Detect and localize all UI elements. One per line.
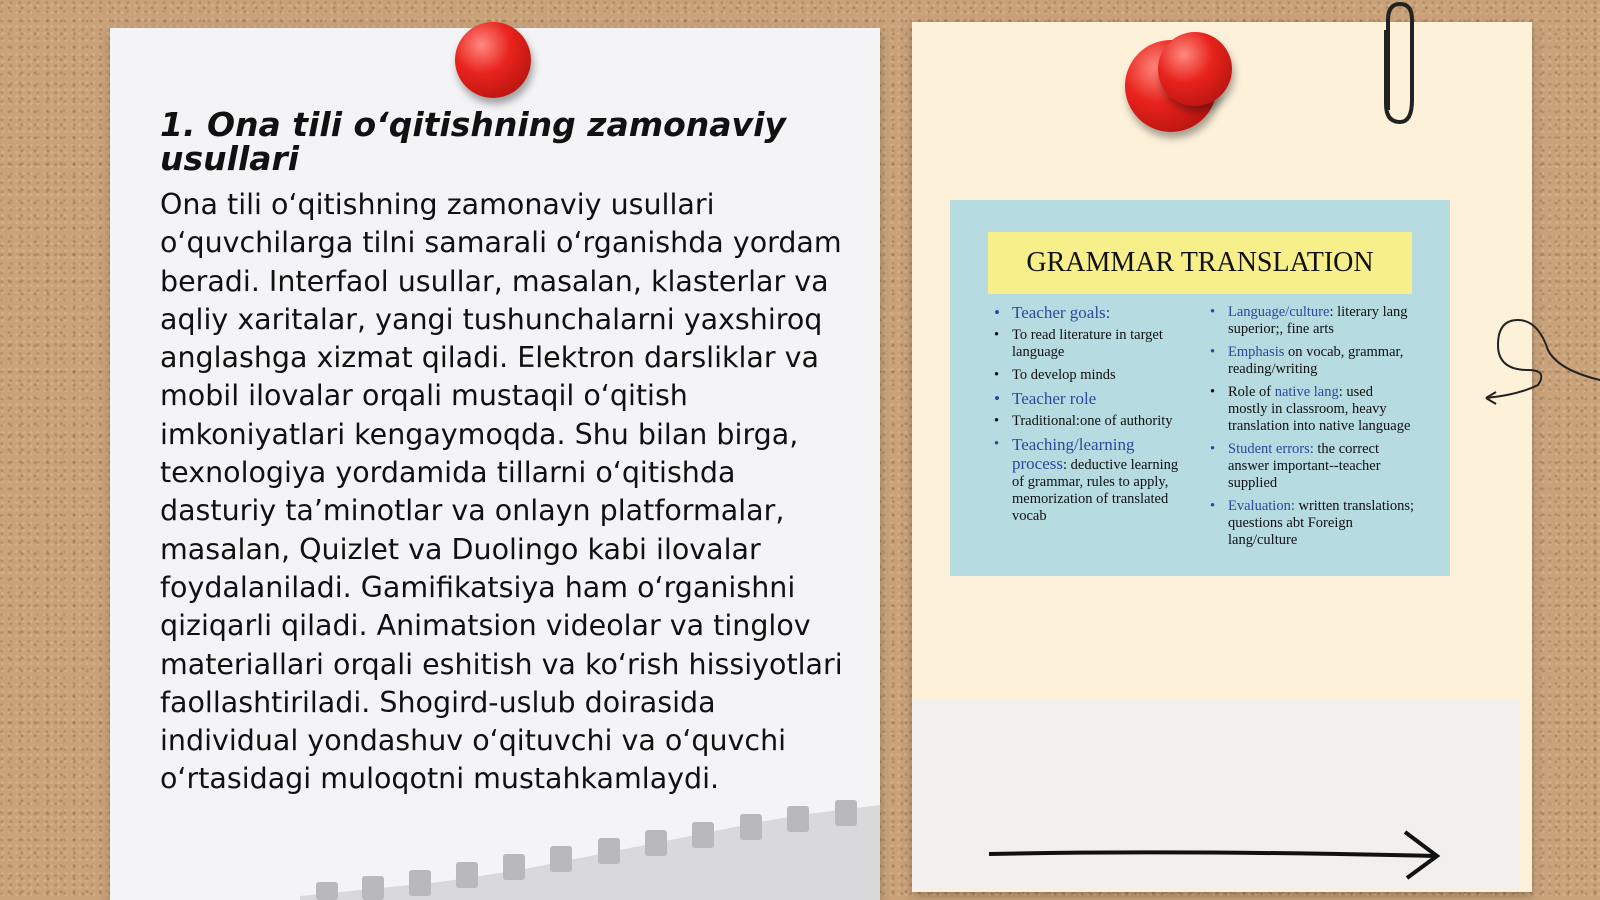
grammar-left-column <box>990 304 1190 531</box>
curly-arrow-icon <box>1478 310 1600 410</box>
list-item: • Language/culture: literary lang superior;, fine arts <box>1206 304 1416 338</box>
list-item: • To read literature in target language <box>990 327 1190 361</box>
list-item: • Traditional:one of authority <box>990 413 1190 430</box>
list-item: • Evaluation: written translations; questions abt Foreign lang/culture <box>1206 498 1416 549</box>
list-item: • Emphasis on vocab, grammar, reading/writing <box>1206 344 1416 378</box>
slide-body-text: Ona tili o‘qitishning zamonaviy usullari o‘quvchilarga tilni samarali o‘rganishda yordam beradi. Interfaol usullar, masalan, klasterlar va aqliy xaritalar, yangi tushunchalarni yaxshiroq anglashga xizmat qiladi. Elektron darsliklar va mobil ilovalar orqali mustaqil o‘qitish imkoniyatlari kengaymoqda. Shu bilan birga, texnologiya yordamida tillarni o‘qitishda dasturiy ta’minotlar va onlayn platformalar, masalan, Quizlet va Duolingo kabi ilovalar foydalaniladi. Gamifikatsiya ham o‘rganishni qiziqarli qiladi. Animatsion videolar va tinglov materiallari orqali eshitish va ko‘rish hissiyotlari faollashtiriladi. Shogird-uslub doirasida individual yondashuv o‘qituvchi va o‘quvchi o‘rtasidagi muloqotni mustahkamlaydi. <box>160 188 843 796</box>
list-item: • Role of native lang: used mostly in classroom, heavy translation into native language <box>1206 384 1416 435</box>
list-item: • Student errors: the correct answer important--teacher supplied <box>1206 441 1416 492</box>
right-arrow-icon[interactable] <box>985 830 1445 880</box>
list-item: • Teacher goals: <box>990 304 1190 321</box>
red-pushpin-icon <box>455 22 531 98</box>
red-pushpin-icon <box>1158 32 1232 106</box>
grammar-translation-image <box>950 200 1450 576</box>
list-item: • Teaching/learning process: deductive learning of grammar, rules to apply, memorization of translated vocab <box>990 436 1190 525</box>
list-item: • To develop minds <box>990 367 1190 384</box>
paperclip-icon <box>1378 0 1422 130</box>
list-item: • Teacher role <box>990 390 1190 407</box>
torn-paper-edge <box>300 800 880 900</box>
grammar-right-column <box>1206 304 1416 555</box>
slide-title: 1. Ona tili o‘qitishning zamonaviy usullari <box>160 105 786 178</box>
grammar-title: GRAMMAR TRANSLATION <box>988 232 1412 294</box>
